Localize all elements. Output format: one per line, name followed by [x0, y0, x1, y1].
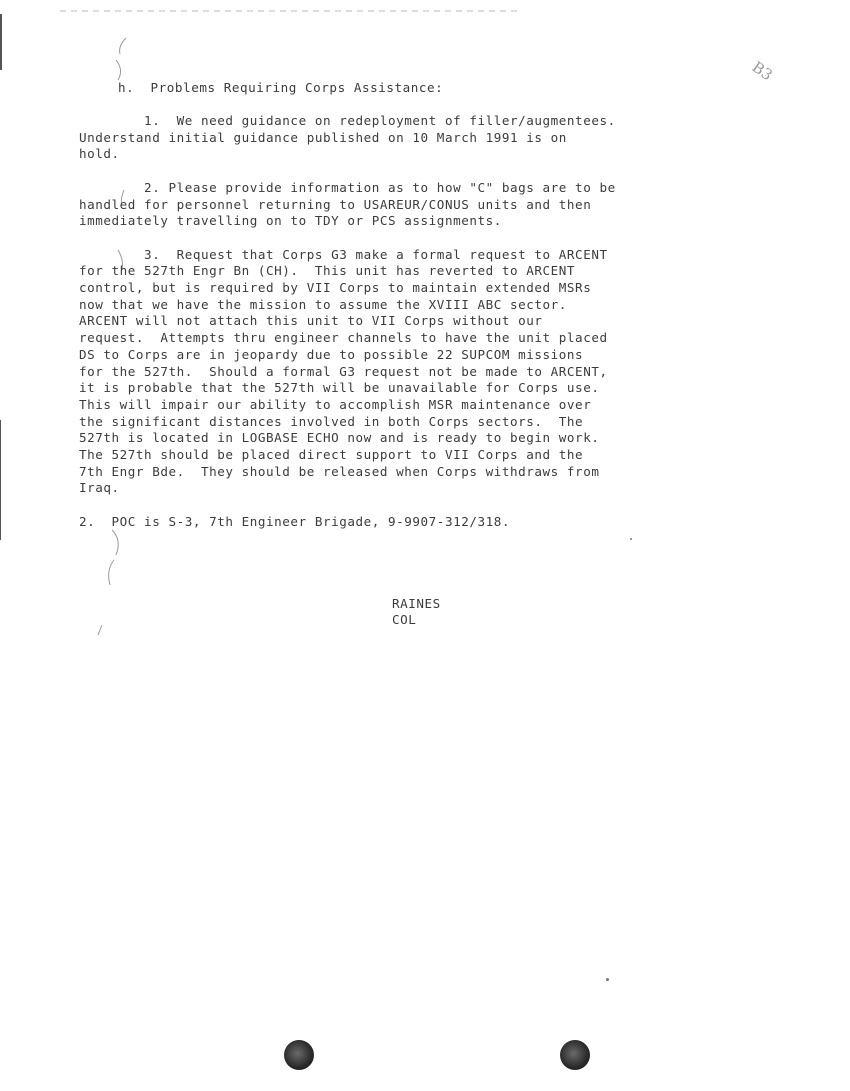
body-line: hold.: [79, 146, 120, 162]
body-line: Understand initial guidance published on 10 March 1991 is on: [79, 129, 567, 145]
body-line: 7th Engr Bde. They should be released when Corps withdraws from: [79, 463, 600, 479]
body-line: it is probable that the 527th will be unavailable for Corps use.: [79, 380, 600, 396]
body-line: for the 527th Engr Bn (CH). This unit has reverted to ARCENT: [79, 263, 576, 279]
body-line: 1. We need guidance on redeployment of filler/augmentees.: [79, 113, 616, 128]
body-line: The 527th should be placed direct support to VII Corps and the: [79, 447, 584, 462]
body-line: immediately travelling on to TDY or PCS assignments.: [79, 213, 502, 229]
body-line: 527th is located in LOGBASE ECHO now and is ready to begin work.: [79, 430, 600, 446]
handwritten-margin-note: B3: [748, 57, 776, 85]
body-line: now that we have the mission to assume the XVIII ABC sector.: [79, 296, 567, 312]
scan-top-edge: [0, 0, 850, 8]
body-line: for the 527th. Should a formal G3 request not be made to ARCENT,: [79, 363, 608, 379]
signature-rank: COL: [392, 612, 417, 627]
body-line: 2. POC is S-3, 7th Engineer Brigade, 9-9907-312/318.: [79, 513, 510, 529]
margin-line: [0, 420, 1, 540]
scan-speck: [630, 538, 632, 540]
signature-name: RAINES: [392, 596, 441, 611]
body-line: Iraq.: [79, 480, 120, 496]
body-line: 3. Request that Corps G3 make a formal request to ARCENT: [79, 246, 608, 262]
section-heading: h. Problems Requiring Corps Assistance:: [118, 80, 444, 95]
body-line: This will impair our ability to accomplish MSR maintenance over: [79, 396, 592, 412]
punch-hole: [284, 1040, 314, 1070]
body-line: 2. Please provide information as to how "C" bags are to be: [79, 179, 616, 195]
body-line: the significant distances involved in both Corps sectors. The: [79, 413, 584, 429]
body-line: DS to Corps are in jeopardy due to possible 22 SUPCOM missions: [79, 346, 584, 362]
scan-speck: [606, 978, 609, 981]
body-line: request. Attempts thru engineer channels to have the unit placed: [79, 330, 608, 346]
body-line: handled for personnel returning to USAREUR/CONUS units and then: [79, 196, 592, 212]
punch-hole: [560, 1040, 590, 1070]
body-line: ARCENT will not attach this unit to VII Corps without our: [79, 313, 543, 329]
body-line: control, but is required by VII Corps to maintain extended MSRs: [79, 280, 592, 295]
margin-line: [0, 14, 2, 70]
